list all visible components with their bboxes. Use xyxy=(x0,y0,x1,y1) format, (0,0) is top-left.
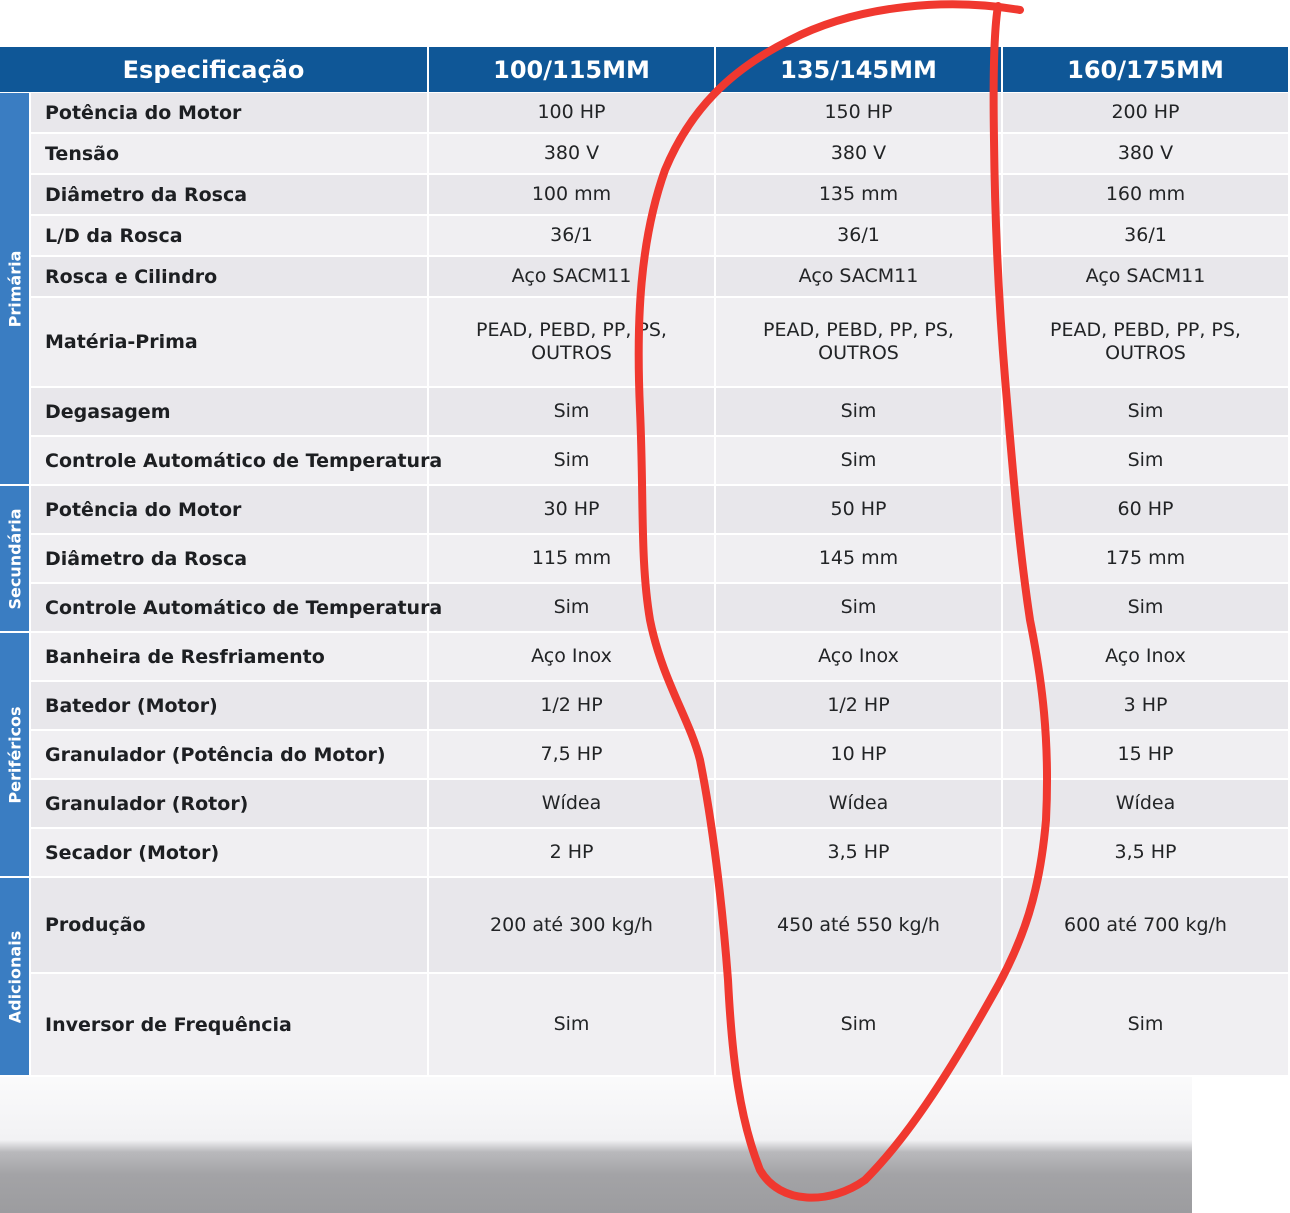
value-cell: 115 mm xyxy=(429,535,716,584)
group-text: Periféricos xyxy=(5,705,24,804)
value-cell: 600 até 700 kg/h xyxy=(1003,878,1290,974)
row-label: Matéria-Prima xyxy=(31,298,429,388)
table-row xyxy=(0,974,1290,1077)
value-cell: Sim xyxy=(716,388,1003,437)
value-cell: Sim xyxy=(429,388,716,437)
value-cell: Aço SACM11 xyxy=(716,257,1003,298)
group-label-adicionais xyxy=(0,878,31,1077)
value-cell: 380 V xyxy=(1003,134,1290,175)
value-cell: Sim xyxy=(1003,388,1290,437)
value-cell: Sim xyxy=(1003,584,1290,633)
value-cell: 150 HP xyxy=(716,93,1003,134)
row-label: Granulador (Potência do Motor) xyxy=(31,731,429,780)
value-line: OUTROS xyxy=(818,342,899,364)
table-row xyxy=(0,437,1290,486)
value-cell: Aço Inox xyxy=(429,633,716,682)
value-cell: Sim xyxy=(1003,437,1290,486)
table-row xyxy=(0,175,1290,216)
row-label: Batedor (Motor) xyxy=(31,682,429,731)
value-cell: 7,5 HP xyxy=(429,731,716,780)
row-label: Secador (Motor) xyxy=(31,829,429,878)
row-label: Granulador (Rotor) xyxy=(31,780,429,829)
row-label: Potência do Motor xyxy=(31,93,429,134)
row-label: Diâmetro da Rosca xyxy=(31,175,429,216)
value-cell: 3,5 HP xyxy=(1003,829,1290,878)
value-line: PEAD, PEBD, PP, PS, xyxy=(1050,319,1241,341)
value-cell: Sim xyxy=(716,584,1003,633)
value-cell: Sim xyxy=(1003,974,1290,1077)
value-cell: 380 V xyxy=(429,134,716,175)
table-row xyxy=(0,731,1290,780)
group-label-perifericos xyxy=(0,633,31,878)
header-row xyxy=(0,47,1290,93)
value-cell: Aço SACM11 xyxy=(1003,257,1290,298)
value-cell: 15 HP xyxy=(1003,731,1290,780)
value-cell: 100 HP xyxy=(429,93,716,134)
row-label: Banheira de Resfriamento xyxy=(31,633,429,682)
table-row xyxy=(0,682,1290,731)
header-model-3: 160/175MM xyxy=(1003,47,1290,93)
row-label: Diâmetro da Rosca xyxy=(31,535,429,584)
value-cell: Sim xyxy=(429,584,716,633)
value-cell: 450 até 550 kg/h xyxy=(716,878,1003,974)
table-row xyxy=(0,134,1290,175)
value-cell: 160 mm xyxy=(1003,175,1290,216)
header-model-1: 100/115MM xyxy=(429,47,716,93)
value-cell: Sim xyxy=(716,974,1003,1077)
header-spec: Especificação xyxy=(0,47,429,93)
value-cell: 36/1 xyxy=(429,216,716,257)
value-cell: 36/1 xyxy=(1003,216,1290,257)
value-line: OUTROS xyxy=(1105,342,1186,364)
value-line: PEAD, PEBD, PP, PS, xyxy=(476,319,667,341)
value-cell: Wídea xyxy=(716,780,1003,829)
row-label: Rosca e Cilindro xyxy=(31,257,429,298)
value-cell: 175 mm xyxy=(1003,535,1290,584)
row-label: Controle Automático de Temperatura xyxy=(31,437,429,486)
value-cell: 3 HP xyxy=(1003,682,1290,731)
table-row xyxy=(0,298,1290,388)
value-cell: 10 HP xyxy=(716,731,1003,780)
value-cell: 2 HP xyxy=(429,829,716,878)
row-label: L/D da Rosca xyxy=(31,216,429,257)
value-cell xyxy=(429,298,716,388)
row-label: Inversor de Frequência xyxy=(31,974,429,1077)
value-cell: Aço Inox xyxy=(1003,633,1290,682)
value-cell: Sim xyxy=(429,974,716,1077)
table-row xyxy=(0,878,1290,974)
value-cell: 200 até 300 kg/h xyxy=(429,878,716,974)
value-line: PEAD, PEBD, PP, PS, xyxy=(763,319,954,341)
row-label: Tensão xyxy=(31,134,429,175)
value-cell: 1/2 HP xyxy=(429,682,716,731)
table-row xyxy=(0,829,1290,878)
value-cell: Wídea xyxy=(429,780,716,829)
value-cell: 50 HP xyxy=(716,486,1003,535)
group-label-secundaria xyxy=(0,486,31,633)
value-line: OUTROS xyxy=(531,342,612,364)
group-text: Secundária xyxy=(5,507,24,610)
value-cell: 135 mm xyxy=(716,175,1003,216)
table-row xyxy=(0,93,1290,134)
header-model-2: 135/145MM xyxy=(716,47,1003,93)
group-label-primaria xyxy=(0,93,31,486)
value-cell: 200 HP xyxy=(1003,93,1290,134)
value-cell: Wídea xyxy=(1003,780,1290,829)
value-cell: 145 mm xyxy=(716,535,1003,584)
value-cell: 30 HP xyxy=(429,486,716,535)
table-row xyxy=(0,388,1290,437)
row-label: Controle Automático de Temperatura xyxy=(31,584,429,633)
value-cell xyxy=(716,298,1003,388)
table-row xyxy=(0,216,1290,257)
specification-table xyxy=(0,47,1290,1077)
table-row xyxy=(0,486,1290,535)
value-cell: Sim xyxy=(429,437,716,486)
value-cell: Sim xyxy=(716,437,1003,486)
table-row xyxy=(0,535,1290,584)
value-cell: 3,5 HP xyxy=(716,829,1003,878)
value-cell: 380 V xyxy=(716,134,1003,175)
row-label: Potência do Motor xyxy=(31,486,429,535)
value-cell: Aço Inox xyxy=(716,633,1003,682)
table-row xyxy=(0,257,1290,298)
value-cell: 100 mm xyxy=(429,175,716,216)
table-row xyxy=(0,780,1290,829)
table-row xyxy=(0,633,1290,682)
table-row xyxy=(0,584,1290,633)
value-cell xyxy=(1003,298,1290,388)
row-label: Produção xyxy=(31,878,429,974)
value-cell: Aço SACM11 xyxy=(429,257,716,298)
row-label: Degasagem xyxy=(31,388,429,437)
value-cell: 36/1 xyxy=(716,216,1003,257)
value-cell: 1/2 HP xyxy=(716,682,1003,731)
value-cell: 60 HP xyxy=(1003,486,1290,535)
group-text: Adicionais xyxy=(5,930,24,1023)
group-text: Primária xyxy=(5,250,24,327)
